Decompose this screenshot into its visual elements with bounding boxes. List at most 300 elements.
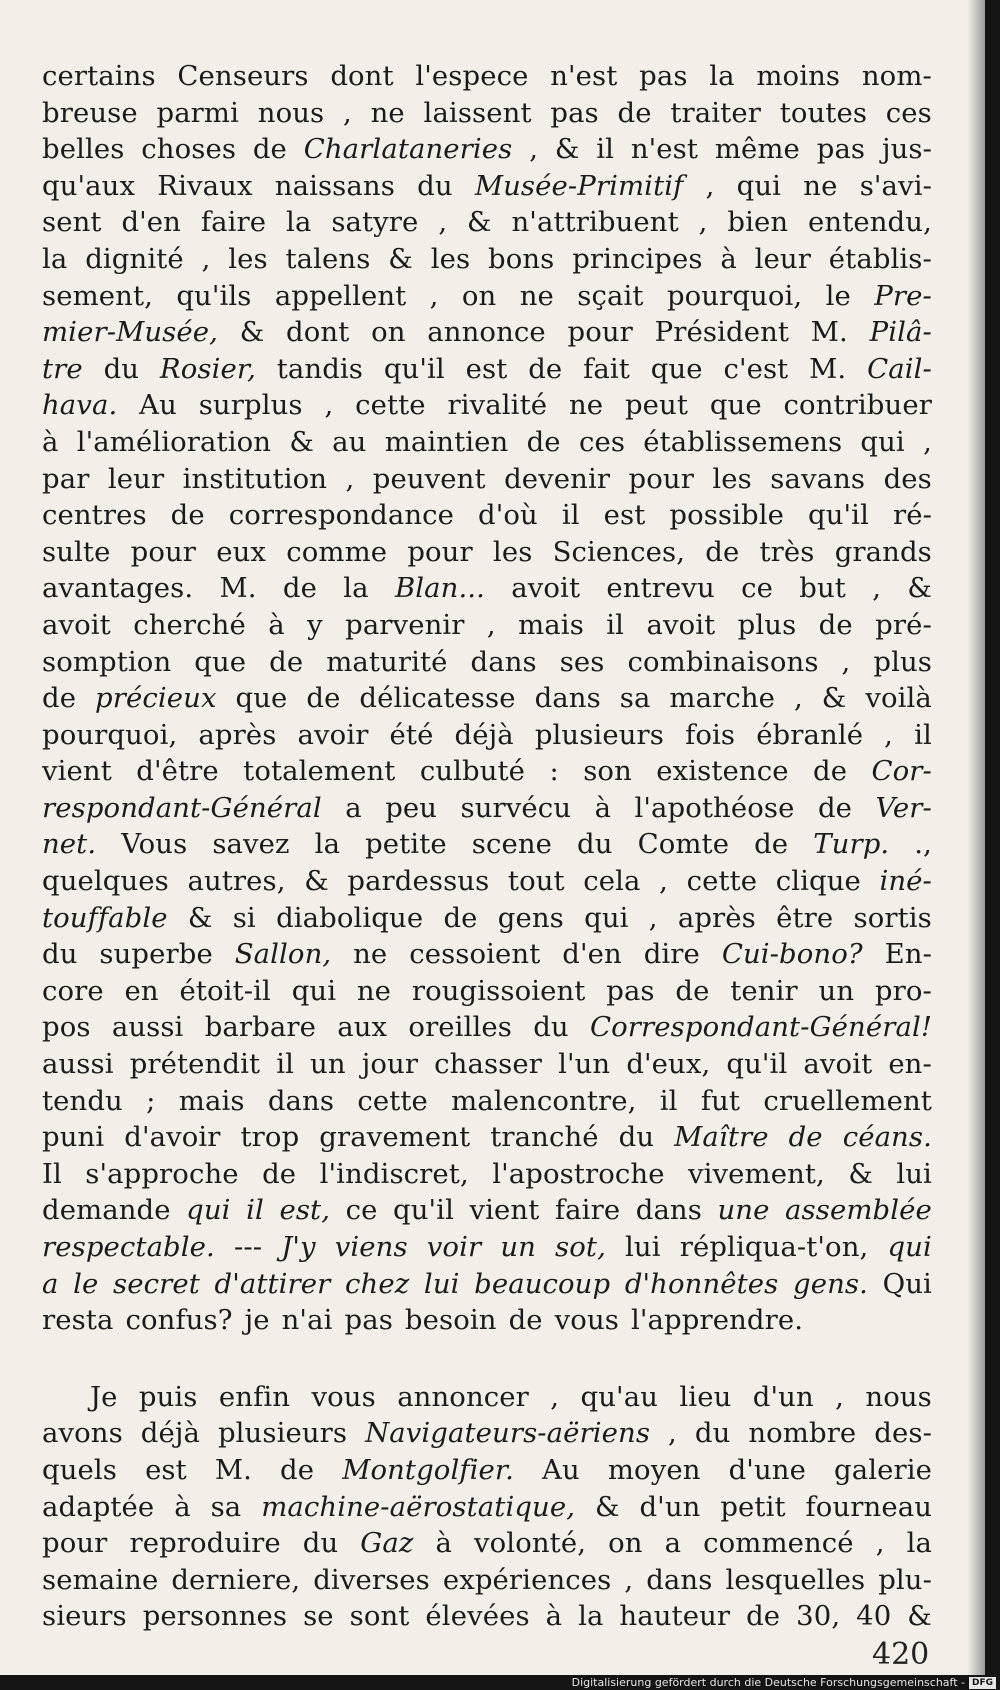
text-line <box>42 1009 932 1046</box>
word: : <box>549 755 559 788</box>
word: de <box>269 645 304 678</box>
word: puni <box>42 1121 105 1154</box>
word: somption <box>42 645 172 678</box>
word: d'en <box>562 938 622 971</box>
word: & <box>907 572 932 605</box>
word: nous <box>865 1380 932 1413</box>
word: le <box>825 279 851 312</box>
word: toutes <box>779 96 868 129</box>
word: est <box>145 1453 187 1486</box>
word: Cor- <box>871 755 932 788</box>
word: après <box>677 901 756 934</box>
word: un <box>310 1048 346 1081</box>
word: sa <box>210 1490 242 1523</box>
word: pas <box>606 974 655 1007</box>
word: la <box>42 242 68 275</box>
body-text <box>42 58 932 1635</box>
word: tout <box>507 865 565 898</box>
word: machine-aërostatique, <box>261 1490 576 1523</box>
word: établissemens <box>643 425 843 458</box>
word: Sciences, <box>552 535 686 568</box>
word: sa <box>619 682 651 715</box>
word: mais <box>518 608 584 641</box>
word: Turp. <box>813 828 890 861</box>
word: de <box>754 828 789 861</box>
word: possible <box>669 499 785 532</box>
word: & <box>554 133 580 166</box>
text-line <box>42 424 932 461</box>
word: belles <box>42 133 125 166</box>
word: n'est <box>550 60 618 92</box>
word: lesquelles <box>725 1563 866 1596</box>
word: les <box>228 242 268 275</box>
word: totalement <box>243 755 396 788</box>
word: reproduire <box>129 1527 281 1560</box>
word: qu'au <box>580 1380 659 1413</box>
word: répliqua-t'on, <box>679 1231 869 1263</box>
word: autres, <box>187 865 286 898</box>
word: les <box>430 242 471 275</box>
word: Rosier, <box>159 352 256 385</box>
word: pré- <box>875 608 932 641</box>
word: du <box>42 938 78 971</box>
word: Pre- <box>874 279 932 312</box>
word: parmi <box>156 96 240 129</box>
word: sement, <box>42 279 153 312</box>
word: pas <box>639 60 688 92</box>
word: vient <box>42 755 112 788</box>
text-line <box>42 204 932 241</box>
word: d'être <box>136 755 219 788</box>
text-line <box>42 1489 932 1526</box>
word: expériences <box>442 1563 612 1596</box>
word: tranché <box>490 1121 599 1154</box>
word: Pilâ- <box>869 316 932 349</box>
word: qui <box>291 974 337 1007</box>
word: à <box>42 425 59 458</box>
word: de <box>262 1157 297 1190</box>
word: malencontre, <box>451 1084 637 1117</box>
word: que <box>194 645 247 678</box>
word: un <box>500 1231 536 1263</box>
word: d'un <box>639 1490 701 1523</box>
word: cette <box>355 389 426 422</box>
word: il <box>914 718 932 751</box>
word: contribuer <box>783 389 932 422</box>
word: faire <box>200 206 267 239</box>
word: on <box>371 316 406 349</box>
word: qui <box>887 1231 932 1263</box>
word: à <box>720 242 737 275</box>
word: pas <box>344 1304 393 1337</box>
text-line <box>42 1229 932 1266</box>
word: ébranlé <box>756 718 864 751</box>
word: parvenir <box>345 608 465 641</box>
word: leur <box>107 462 165 495</box>
word: ., <box>914 828 932 861</box>
word: on <box>608 1527 643 1560</box>
text-line <box>42 534 932 571</box>
text-line <box>42 131 932 168</box>
word: d'avoir <box>124 1121 221 1154</box>
word: d'eux, <box>626 1048 711 1081</box>
word: Correspondant-Général! <box>589 1011 932 1044</box>
word: commencé <box>703 1527 854 1560</box>
word: maturité <box>326 645 448 678</box>
word: 30, <box>796 1600 841 1633</box>
word: secret <box>113 1267 200 1300</box>
word: pourquoi, <box>42 718 178 751</box>
word: Comte <box>637 828 730 861</box>
word: tenir <box>730 974 798 1007</box>
word: laissent <box>423 96 532 129</box>
word: avantages. <box>42 572 194 605</box>
word: , <box>872 572 882 605</box>
word: iné- <box>879 865 932 898</box>
word: sortis <box>853 901 932 934</box>
word: , <box>841 645 851 678</box>
word: déjà <box>454 718 514 751</box>
word: , <box>835 1380 845 1413</box>
word: pour <box>628 462 694 495</box>
word: , <box>698 206 708 239</box>
word: scene <box>471 828 553 861</box>
word: plus <box>873 645 932 678</box>
word: fois <box>685 718 736 751</box>
word: être <box>776 901 834 934</box>
word: vous <box>554 1304 619 1337</box>
word: core <box>42 974 104 1007</box>
word: cessoient <box>409 938 541 971</box>
text-line <box>42 351 932 388</box>
word: de <box>813 755 848 788</box>
word: adaptée <box>42 1490 155 1523</box>
word: gens. <box>793 1267 868 1300</box>
word: est, <box>279 1194 331 1227</box>
word: en <box>124 974 159 1007</box>
word: l'apothéose <box>634 791 795 824</box>
text-line <box>42 1083 932 1120</box>
word: annoncer <box>397 1380 529 1413</box>
word: appellent <box>274 279 407 312</box>
word: du <box>533 1011 569 1044</box>
word: ses <box>559 645 605 678</box>
word: lieu <box>679 1380 732 1413</box>
word: maintien <box>384 425 509 458</box>
word: ne <box>356 974 392 1007</box>
text-line <box>42 1046 932 1083</box>
word: que <box>650 352 703 385</box>
word: centres <box>42 499 147 532</box>
word: il <box>659 1084 678 1117</box>
word: entendu, <box>808 206 932 239</box>
word: prétendit <box>129 1048 261 1081</box>
word: qu'il <box>393 1194 454 1227</box>
word: moyen <box>607 1453 701 1486</box>
word: des <box>883 462 932 495</box>
word: la <box>343 572 369 605</box>
word: , <box>793 682 803 715</box>
text-line <box>42 717 932 754</box>
word: le <box>73 1267 99 1300</box>
word: , <box>345 462 355 495</box>
word: plusieurs <box>534 718 664 751</box>
word: si <box>232 901 256 934</box>
word: Maître <box>674 1121 769 1154</box>
word: , <box>486 608 496 641</box>
word: moins <box>756 60 841 92</box>
word: superbe <box>99 938 213 971</box>
word: dans <box>534 682 601 715</box>
word: l'un <box>558 1048 611 1081</box>
word: & <box>239 316 265 349</box>
word: traiter <box>670 96 761 129</box>
word: pour <box>130 535 197 568</box>
word: qui <box>736 169 782 202</box>
word: à <box>594 791 612 824</box>
word: enfin <box>218 1380 291 1413</box>
word: personnes <box>142 1600 288 1633</box>
word: beaucoup <box>474 1267 611 1300</box>
word: d'où <box>478 499 538 532</box>
word: vivement, <box>688 1157 825 1190</box>
word: surplus <box>198 389 303 422</box>
word: ne <box>370 96 405 129</box>
word: il <box>276 1048 294 1081</box>
word: ne <box>353 938 388 971</box>
word: quelques <box>42 865 169 898</box>
word: Au <box>139 389 177 422</box>
word: à <box>268 608 285 641</box>
word: du <box>417 169 453 202</box>
word: par <box>42 462 90 495</box>
paragraph-break <box>42 1339 932 1379</box>
word: & <box>388 242 413 275</box>
word: sulte <box>42 535 111 568</box>
word: voilà <box>865 682 932 715</box>
word: , <box>324 389 334 422</box>
word: les <box>712 462 752 495</box>
word: avoit <box>803 1048 873 1081</box>
word: l'indiscret, <box>319 1157 469 1190</box>
word: avoit <box>511 572 581 605</box>
word: Censeurs <box>177 60 309 92</box>
word: naissans <box>274 169 395 202</box>
word: de <box>282 572 317 605</box>
word: M. <box>219 572 257 605</box>
word: tre <box>42 352 83 385</box>
word: M. <box>810 316 848 349</box>
word: avoit <box>42 608 111 641</box>
word: combinaisons <box>627 645 819 678</box>
word: de <box>252 133 287 166</box>
word: rivalité <box>447 389 548 422</box>
text-line <box>42 387 932 424</box>
word: semaine <box>42 1563 159 1596</box>
word: clique <box>775 865 861 898</box>
word: de <box>788 1121 823 1154</box>
word: hava. <box>42 389 118 422</box>
word: lui <box>423 1267 460 1300</box>
text-line <box>42 1562 932 1599</box>
word: entrevu <box>606 572 715 605</box>
word: sot, <box>555 1231 606 1263</box>
word: qu'il <box>383 352 445 385</box>
word: faire <box>554 1194 621 1227</box>
word: cette <box>686 865 758 898</box>
word: aussi <box>42 1048 114 1081</box>
word: précieux <box>95 682 217 715</box>
word: vous <box>311 1380 376 1413</box>
word: M. <box>809 352 847 385</box>
word: & <box>467 206 492 239</box>
word: on <box>461 279 497 312</box>
word: de <box>280 1453 315 1486</box>
word: des- <box>874 1417 932 1450</box>
word: mais <box>178 1084 245 1117</box>
word: plu- <box>878 1563 932 1596</box>
word: volonté, <box>474 1527 587 1560</box>
word: n'attribuent <box>511 206 679 239</box>
word: déjà <box>140 1417 200 1450</box>
word: derniere, <box>171 1563 301 1596</box>
text-line <box>42 1379 932 1416</box>
text-line <box>42 1156 932 1193</box>
word: cherché <box>133 608 246 641</box>
word: se <box>303 1600 334 1633</box>
digitization-credit <box>572 1675 996 1690</box>
text-line <box>42 790 932 827</box>
word: , <box>659 865 668 898</box>
text-line <box>42 1192 932 1229</box>
word: d'un <box>752 1380 814 1413</box>
word: du <box>577 828 613 861</box>
word: chasser <box>434 1048 542 1081</box>
word: du <box>694 1417 731 1450</box>
word: s'approche <box>85 1157 239 1190</box>
word: l'apostroche <box>492 1157 665 1190</box>
word: demande <box>42 1194 171 1227</box>
word: les <box>492 535 533 568</box>
word: ce <box>741 572 773 605</box>
word: --- <box>233 1231 263 1263</box>
word: sont <box>349 1600 410 1633</box>
word: dans <box>646 1563 713 1596</box>
word: , <box>884 718 894 751</box>
word: certains <box>42 60 156 92</box>
text-line <box>42 900 932 937</box>
word: d'en <box>121 206 181 239</box>
word: Je <box>90 1380 118 1413</box>
word: bien <box>727 206 789 239</box>
text-line <box>42 241 932 278</box>
word: Blan... <box>394 572 485 605</box>
word: , <box>429 279 439 312</box>
word: grands <box>834 535 932 568</box>
text-line <box>42 973 932 1010</box>
word: 40 <box>856 1600 892 1633</box>
word: de <box>675 974 710 1007</box>
word: vient <box>469 1194 540 1227</box>
word: M. <box>214 1453 252 1486</box>
word: respondant-Général <box>42 791 322 824</box>
word: jus- <box>881 133 932 166</box>
word: gravement <box>319 1121 471 1154</box>
word: Musée-Primitif <box>474 169 684 202</box>
word: peuvent <box>372 462 486 495</box>
word: dont <box>330 60 394 92</box>
word: la <box>709 60 735 92</box>
word: Qui <box>882 1267 932 1300</box>
word: de <box>818 608 853 641</box>
word: d'une <box>728 1453 806 1486</box>
word: pardessus <box>347 865 490 898</box>
word: a <box>345 791 362 824</box>
word: , <box>668 1417 677 1450</box>
word: la <box>286 206 312 239</box>
word: la <box>906 1527 932 1560</box>
word: élevées <box>425 1600 530 1633</box>
word: qu'il <box>726 1048 788 1081</box>
word: dont <box>286 316 350 349</box>
word: ré- <box>892 499 932 532</box>
word: n'est <box>630 133 699 166</box>
word: dignité <box>85 242 184 275</box>
word: Ver- <box>875 791 932 824</box>
word: il <box>246 1194 264 1227</box>
text-line <box>42 1452 932 1489</box>
word: diverses <box>313 1563 430 1596</box>
word: nom- <box>861 60 932 92</box>
word: resta <box>42 1304 114 1337</box>
word: marche <box>669 682 776 715</box>
word: céans. <box>842 1121 932 1154</box>
word: un <box>818 974 855 1007</box>
text-line <box>42 1119 932 1156</box>
text-line <box>42 863 932 900</box>
word: tandis <box>276 352 364 385</box>
word: ; <box>146 1084 156 1117</box>
word: & <box>821 682 847 715</box>
text-line <box>42 314 932 351</box>
word: comme <box>286 535 388 568</box>
word: besoin <box>404 1304 497 1337</box>
word: une <box>717 1194 770 1227</box>
word: confus? <box>125 1304 233 1337</box>
word: culbuté <box>419 755 526 788</box>
word: pourquoi, <box>666 279 803 312</box>
word: de <box>746 1600 781 1633</box>
word: du <box>103 352 140 385</box>
text-line <box>42 278 932 315</box>
word: net. <box>42 828 97 861</box>
word: après <box>198 718 277 751</box>
text-line <box>42 1266 932 1303</box>
word: du <box>618 1121 655 1154</box>
word: chez <box>345 1267 410 1300</box>
word: de <box>526 425 561 458</box>
word: sent <box>42 206 102 239</box>
word: rougissoient <box>411 974 586 1007</box>
word: mier-Musée, <box>42 316 218 349</box>
word: qu'il <box>808 499 869 532</box>
word: gens <box>497 901 564 934</box>
word: eux <box>216 535 267 568</box>
word: en- <box>888 1048 932 1081</box>
word: , <box>705 169 715 202</box>
word: devenir <box>504 462 611 495</box>
word: cela <box>583 865 641 898</box>
